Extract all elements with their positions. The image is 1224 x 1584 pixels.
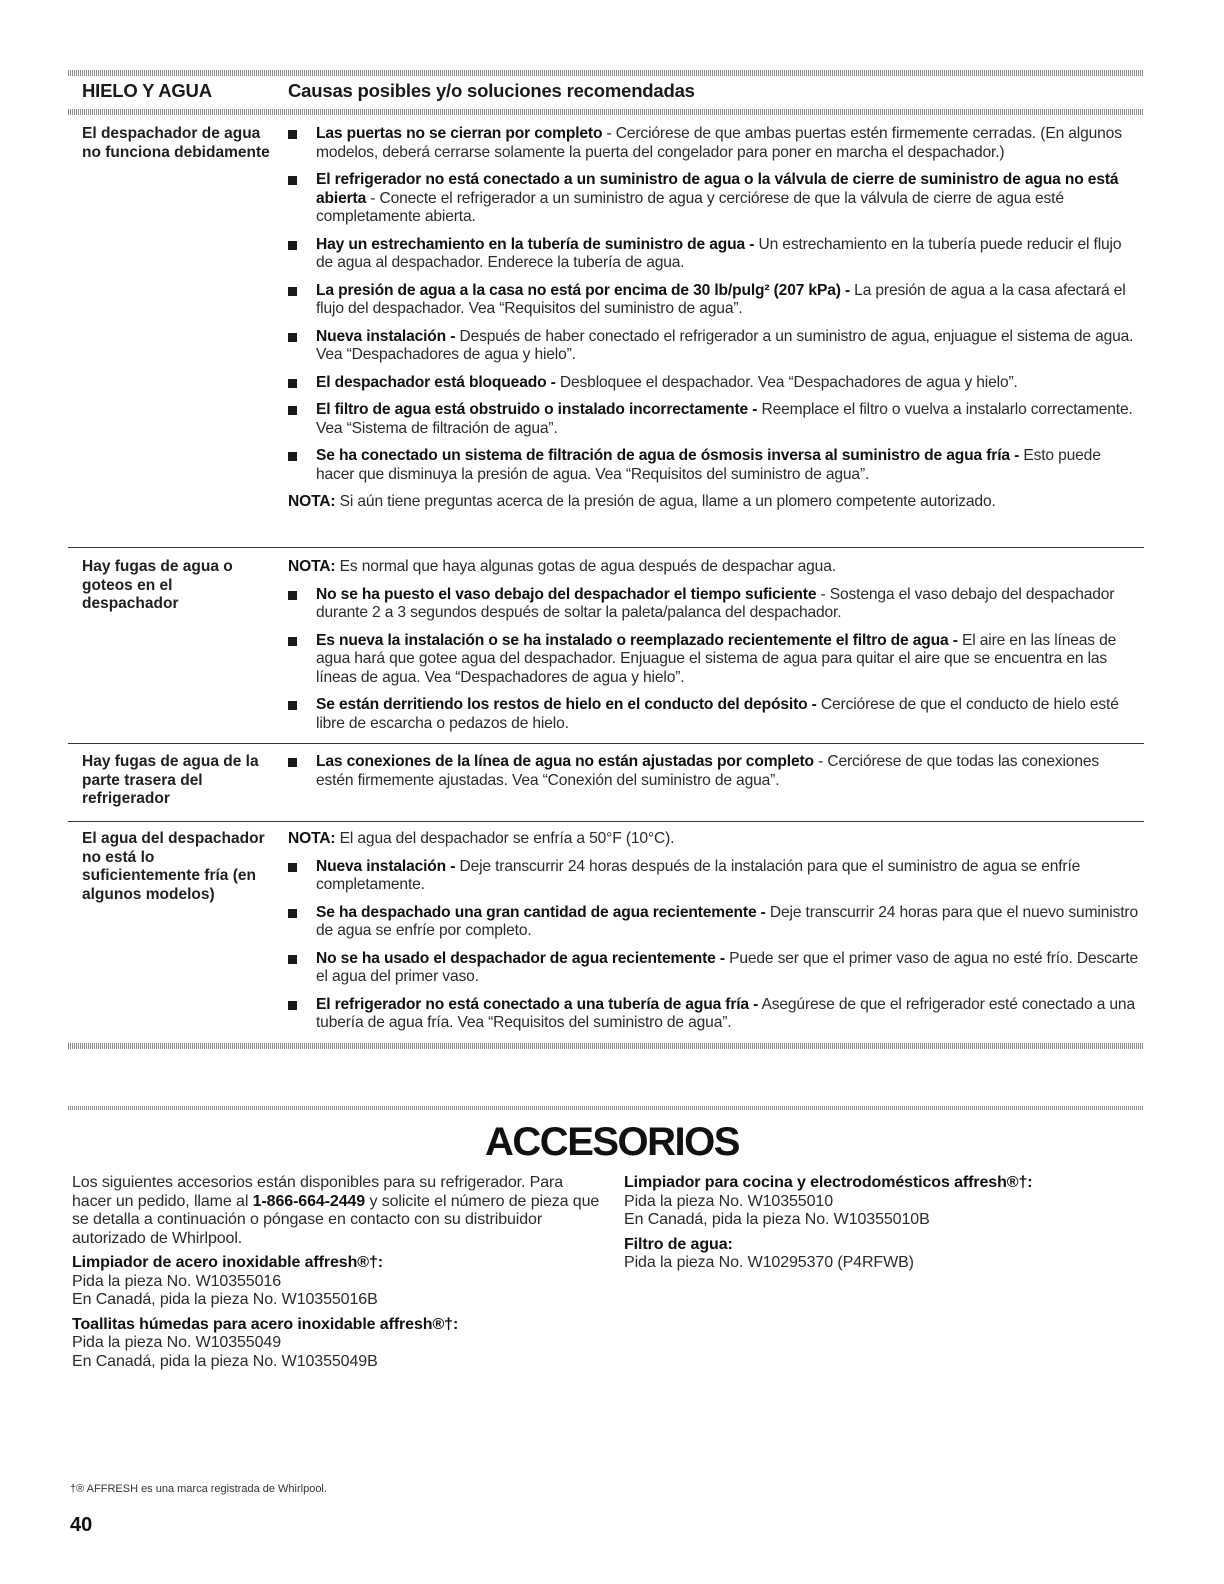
list-item	[288, 401, 1140, 438]
list-item	[288, 753, 1140, 790]
intro-text: Los siguientes accesorios están disponibles para su refrigerador. Para hacer un pedido, llame al	[72, 1174, 564, 1210]
bullet-icon	[288, 863, 297, 872]
cause-text: El aire en las líneas de agua hará que gotee agua del despachador. Enjuague el sistema de agua para quitar el aire que se encuentra en las líneas de agua. Vea “Despachadores de agua y hielo”.	[316, 631, 1117, 686]
note-text: Si aún tiene preguntas acerca de la presión de agua, llame a un plomero competente autorizado.	[335, 493, 996, 510]
note-label: NOTA:	[288, 558, 336, 575]
row-divider	[68, 743, 1144, 744]
list-item	[288, 858, 1140, 895]
part-number: Pida la pieza No. W10355010	[624, 1192, 833, 1210]
canada-part-number: En Canadá, pida la pieza No. W10355010B	[624, 1211, 930, 1228]
cause-title: Se ha despachado una gran cantidad de agua recientemente -	[316, 903, 766, 921]
accessory-heading: Toallitas húmedas para acero inoxidable affresh®†:	[72, 1315, 459, 1333]
list-item	[288, 236, 1140, 273]
list-item	[288, 586, 1140, 623]
list-item	[288, 447, 1140, 484]
accessory-heading: Filtro de agua:	[624, 1235, 733, 1253]
cause-text: Desbloquee el despachador. Vea “Despachadores de agua y hielo”.	[555, 373, 1018, 391]
note-text: El agua del despachador se enfría a 50°F (10°C).	[335, 830, 675, 847]
problem-label: El agua del despachador no está lo suficientemente fría (en algunos modelos)	[82, 830, 265, 903]
cause-text: - Sostenga el vaso debajo del despachador durante 2 a 3 segundos después de soltar la paleta/palanca del despachador.	[316, 585, 1115, 621]
note	[288, 493, 1140, 512]
list-item	[288, 328, 1140, 365]
cause-title: Hay un estrechamiento en la tubería de suministro de agua -	[316, 235, 755, 253]
part-number: Pida la pieza No. W10295370 (P4RFWB)	[624, 1254, 914, 1271]
bullet-icon	[288, 176, 297, 185]
cause-title: Nueva instalación -	[316, 327, 456, 345]
bullet-icon	[288, 1001, 297, 1010]
cause-title: Nueva instalación -	[316, 857, 456, 875]
part-number: Pida la pieza No. W10355016	[72, 1272, 281, 1290]
cause-title: El refrigerador no está conectado a una tubería de agua fría -	[316, 995, 759, 1013]
cause-text: Deje transcurrir 24 horas después de la instalación para que el suministro de agua se enfríe completamente.	[316, 857, 1081, 893]
canada-part-number: En Canadá, pida la pieza No. W10355049B	[72, 1352, 378, 1370]
solutions-list	[288, 125, 1140, 521]
top-hatch-border	[68, 70, 1144, 76]
solutions-list	[288, 753, 1140, 799]
cause-text: - Conecte el refrigerador a un suministro de agua y cerciórese de que la válvula de cierre de agua esté completamente abierta.	[316, 189, 1064, 225]
bullet-icon	[288, 955, 297, 964]
accessory-item	[624, 1174, 1144, 1230]
part-number: Pida la pieza No. W10355049	[72, 1334, 281, 1351]
cause-text: Cerciórese de que el conducto de hielo esté libre de escarcha o pedazos de hielo.	[316, 696, 1119, 732]
problem-label: El despachador de agua no funciona debidamente	[82, 125, 270, 161]
cause-text: Asegúrese de que el refrigerador esté conectado a una tubería de agua fría. Vea “Requisitos del suministro de agua”.	[316, 995, 1135, 1031]
cause-title: Es nueva la instalación o se ha instalado o reemplazado recientemente el filtro de agua -	[316, 631, 958, 649]
note	[288, 830, 1140, 849]
row-divider	[68, 547, 1144, 548]
section-hatch-border	[68, 1106, 1144, 1110]
list-item	[288, 632, 1140, 688]
table-header	[80, 80, 1140, 106]
canada-part-number: En Canadá, pida la pieza No. W10355016B	[72, 1291, 378, 1308]
cause-title: Se están derritiendo los restos de hielo en el conducto del depósito -	[316, 696, 817, 713]
accessory-item	[72, 1254, 602, 1310]
note-label: NOTA:	[288, 493, 336, 510]
cause-title: No se ha puesto el vaso debajo del despachador el tiempo suficiente	[316, 585, 817, 603]
bullet-icon	[288, 379, 297, 388]
problem-label: Hay fugas de agua de la parte trasera del refrigerador	[82, 753, 259, 807]
header-hatch-border	[68, 109, 1144, 115]
list-item	[288, 125, 1140, 162]
accessory-item	[72, 1316, 602, 1372]
cause-text: - Cerciórese de que todas las conexiones estén firmemente ajustadas. Vea “Conexión del suministro de agua”.	[316, 753, 1100, 789]
bullet-icon	[288, 452, 297, 461]
header-col-problem: HIELO Y AGUA	[82, 80, 212, 101]
bullet-icon	[288, 241, 297, 250]
solutions-list	[288, 830, 1140, 1042]
cause-text: Puede ser que el primer vaso de agua no esté frío. Descarte el agua del primer vaso.	[316, 949, 1139, 985]
row-divider	[68, 821, 1144, 822]
bullet-icon	[288, 637, 297, 646]
cause-text: - Cerciórese de que ambas puertas estén firmemente cerradas. (En algunos modelos, deberá cerrarse solamente la puerta del congelador para poner en marcha el despachador.)	[316, 125, 1122, 161]
accessories-intro	[72, 1174, 602, 1248]
cause-text: Esto puede hacer que disminuya la presión de agua. Vea “Requisitos del suministro de agua”.	[316, 447, 1101, 483]
note-text: Es normal que haya algunas gotas de agua después de despachar agua.	[335, 558, 836, 575]
bullet-icon	[288, 909, 297, 918]
bullet-icon	[288, 130, 297, 139]
cause-title: Las puertas no se cierran por completo	[316, 125, 603, 142]
accessory-item	[624, 1236, 1144, 1273]
cause-title: Se ha conectado un sistema de filtración de agua de ósmosis inversa al suministro de agua fría -	[316, 447, 1020, 464]
cause-title: El despachador está bloqueado -	[316, 373, 556, 391]
section-title: ACCESORIOS	[485, 1120, 739, 1164]
cause-title: La presión de agua a la casa no está por encima de 30 lb/pulg² (207 kPa) -	[316, 281, 850, 299]
phone-number: 1-866-664-2449	[252, 1192, 366, 1210]
cause-text: La presión de agua a la casa afectará el flujo del despachador. Vea “Requisitos del suministro de agua”.	[316, 281, 1126, 317]
cause-title: No se ha usado el despachador de agua recientemente -	[316, 949, 725, 967]
bullet-icon	[288, 758, 297, 767]
bullet-icon	[288, 701, 297, 710]
cause-text: Un estrechamiento en la tubería puede reducir el flujo de agua al despachador. Enderece la tubería de agua.	[316, 235, 1122, 271]
note-label: NOTA:	[288, 830, 336, 847]
cause-title: El filtro de agua está obstruido o instalado incorrectamente -	[316, 401, 758, 418]
list-item	[288, 696, 1140, 733]
problem-label: Hay fugas de agua o goteos en el despachador	[82, 558, 233, 612]
accessories-left-column	[72, 1174, 602, 1377]
cause-text: Deje transcurrir 24 horas para que el nuevo suministro de agua se enfríe por completo.	[316, 903, 1138, 939]
list-item	[288, 950, 1140, 987]
list-item	[288, 374, 1140, 393]
bullet-icon	[288, 333, 297, 342]
page-number: 40	[70, 1514, 93, 1536]
list-item	[288, 171, 1140, 227]
cause-title: Las conexiones de la línea de agua no están ajustadas por completo	[316, 753, 814, 770]
header-col-solutions: Causas posibles y/o soluciones recomendadas	[288, 80, 695, 101]
accessory-heading: Limpiador de acero inoxidable affresh®†:	[72, 1254, 383, 1271]
bullet-icon	[288, 287, 297, 296]
cause-text: Después de haber conectado el refrigerador a un suministro de agua, enjuague el sistema de agua. Vea “Despachadores de agua y hielo”.	[316, 327, 1134, 363]
bullet-icon	[288, 406, 297, 415]
accessories-right-column	[624, 1174, 1144, 1279]
footnote: †® AFFRESH es una marca registrada de Whirlpool.	[70, 1483, 327, 1495]
list-item	[288, 904, 1140, 941]
cause-title: El refrigerador no está conectado a un suministro de agua o la válvula de cierre de suministro de agua no está abierta	[316, 171, 1119, 207]
table-bottom-hatch	[68, 1043, 1144, 1049]
bullet-icon	[288, 591, 297, 600]
list-item	[288, 996, 1140, 1033]
accessory-heading: Limpiador para cocina y electrodomésticos affresh®†:	[624, 1174, 1033, 1191]
note	[288, 558, 1140, 577]
intro-text: y solicite el número de pieza que se detalla a continuación o póngase en contacto con su distribuidor autorizado de Whirlpool.	[72, 1192, 600, 1247]
solutions-list	[288, 558, 1140, 742]
cause-text: Reemplace el filtro o vuelva a instalarlo correctamente. Vea “Sistema de filtración de agua”.	[316, 401, 1133, 437]
list-item	[288, 282, 1140, 319]
